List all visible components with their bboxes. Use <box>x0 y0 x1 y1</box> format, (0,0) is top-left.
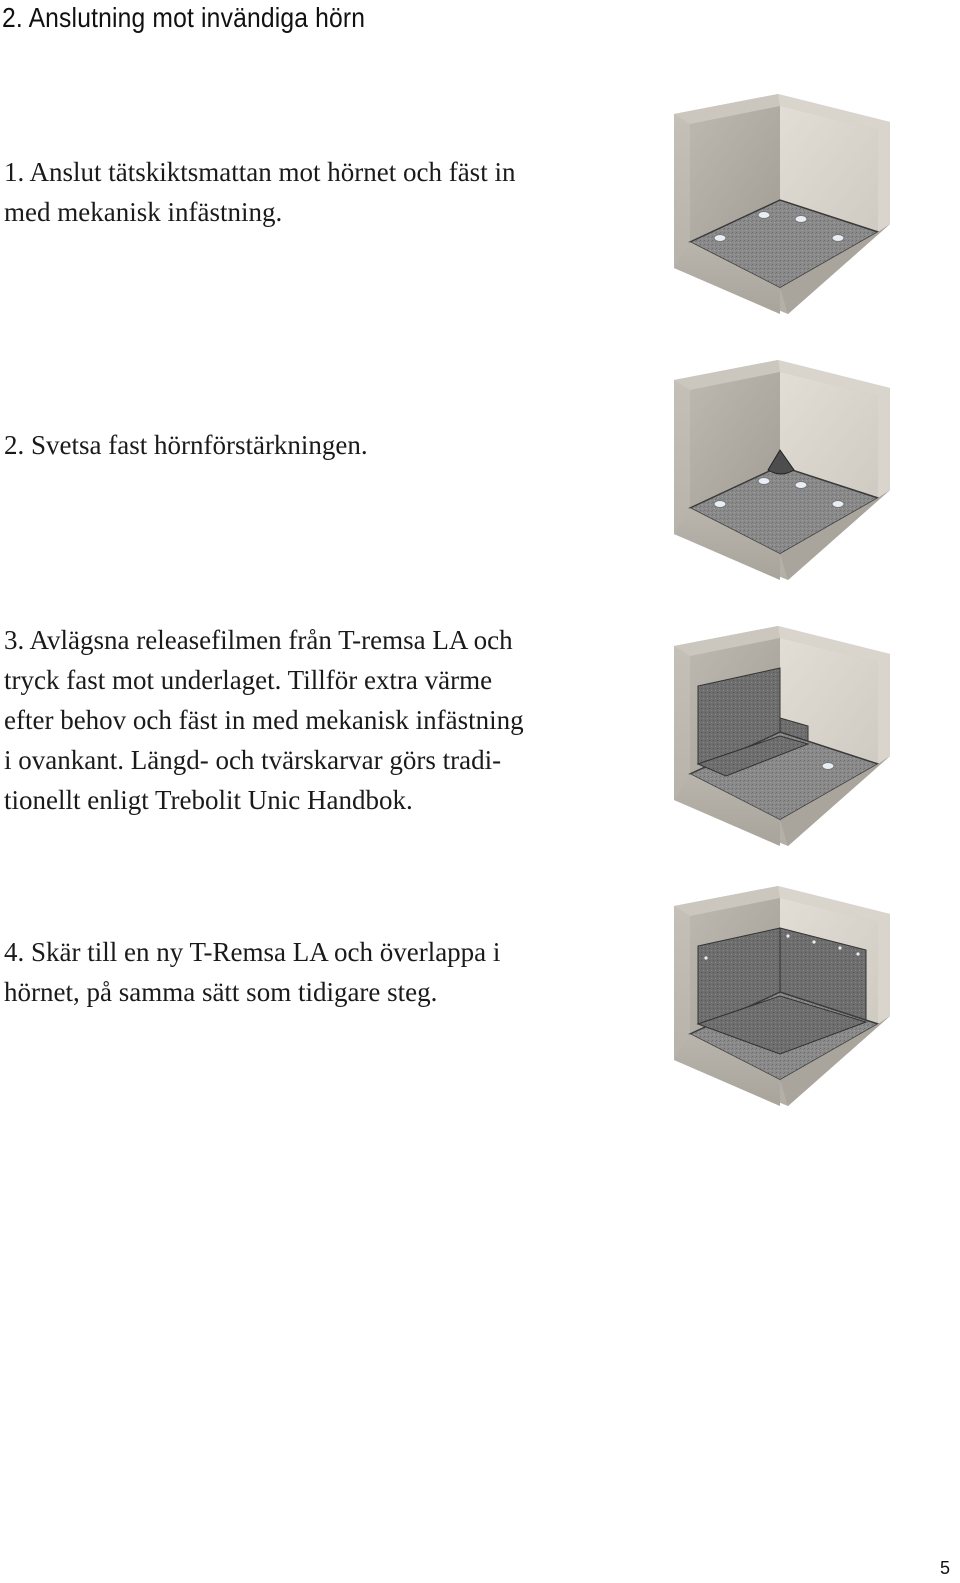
section-heading: 2. Anslutning mot invändiga hörn <box>2 2 366 33</box>
step-4-line-1: 4. Skär till en ny T-Remsa LA och överlappa i <box>4 937 501 967</box>
step-2-text <box>4 425 654 465</box>
figure-step-4 <box>668 884 896 1114</box>
figure-step-3 <box>668 624 896 854</box>
step-2-line-1: 2. Svetsa fast hörnförstärkningen. <box>4 430 368 460</box>
figure-step-1 <box>668 92 896 322</box>
page-number: 5 <box>939 1558 950 1578</box>
step-3-line-1: 3. Avlägsna releasefilmen från T-remsa LA och <box>4 625 513 655</box>
step-4-line-2: hörnet, på samma sätt som tidigare steg. <box>4 977 438 1007</box>
step-3-line-2: tryck fast mot underlaget. Tillför extra värme <box>4 665 493 695</box>
step-4-text <box>4 932 654 1012</box>
figure-step-2 <box>668 358 896 588</box>
step-3-line-5: tionellt enligt Trebolit Unic Handbok. <box>4 785 413 815</box>
step-1-text <box>4 152 654 232</box>
step-3-line-4: i ovankant. Längd- och tvärskarvar görs tradi- <box>4 745 502 775</box>
step-3-text <box>4 620 654 820</box>
step-1-line-2: med mekanisk infästning. <box>4 197 283 227</box>
step-1-line-1: 1. Anslut tätskiktsmattan mot hörnet och fäst in <box>4 157 516 187</box>
step-3-line-3: efter behov och fäst in med mekanisk infästning <box>4 705 524 735</box>
